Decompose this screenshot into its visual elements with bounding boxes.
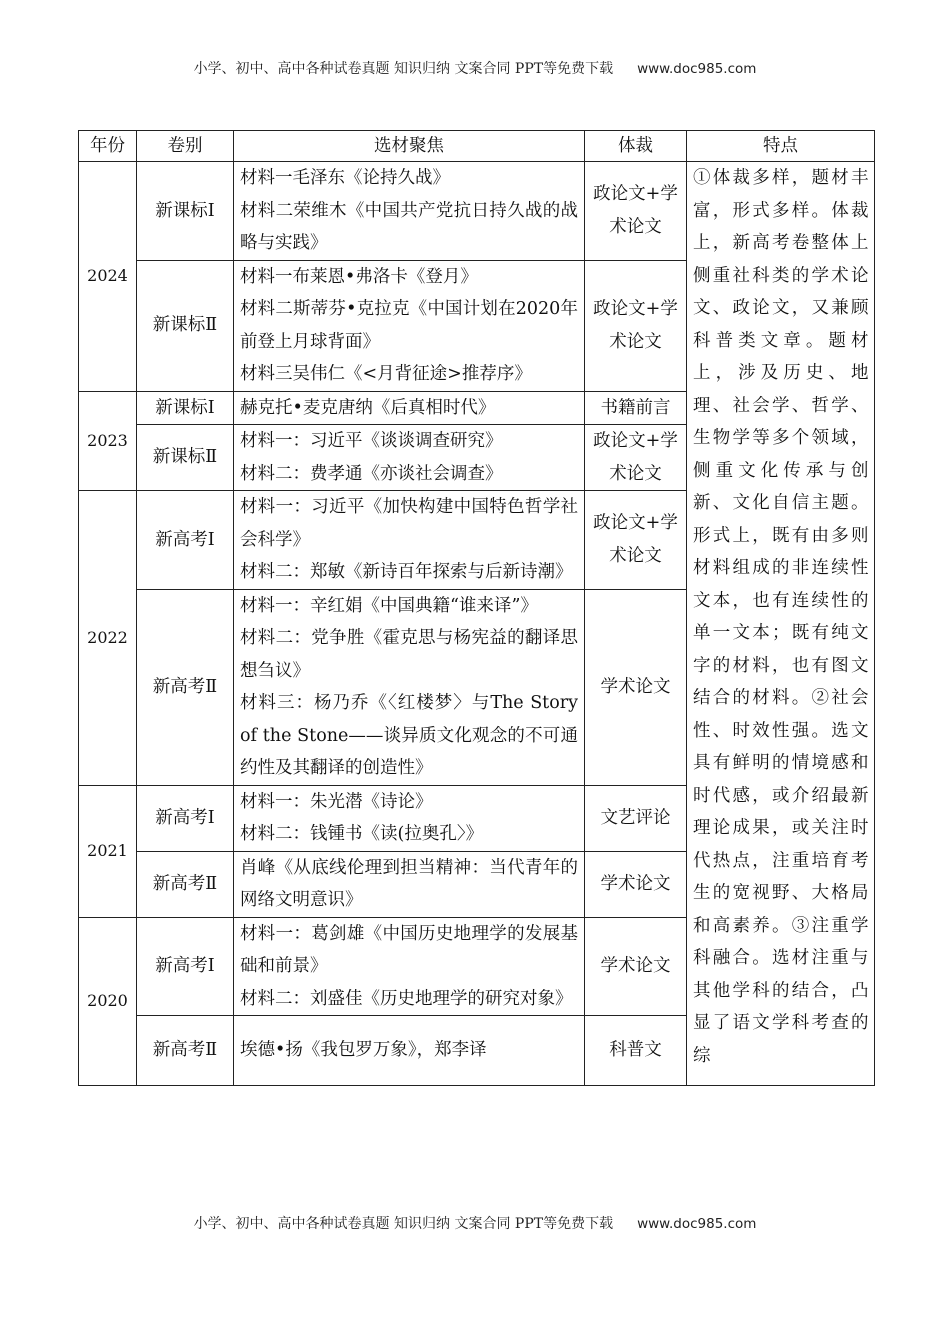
genre-cell: 学术论文 <box>585 851 687 917</box>
material-line: 材料一：习近平《加快构建中国特色哲学社会科学》 <box>240 497 578 550</box>
material-line: 材料一布莱恩•弗洛卡《登月》 <box>240 266 478 287</box>
year-cell: 2022 <box>79 491 137 786</box>
footer-text: 小学、初中、高中各种试卷真题 知识归纳 文案合同 PPT等免费下载 <box>193 1216 614 1232</box>
material-line: 肖峰《从底线伦理到担当精神：当代青年的网络文明意识》 <box>240 857 578 910</box>
material-line: 材料三：杨乃乔《〈红楼梦〉与The Story of the Stone——谈异质文化观念的不可通约性及其翻译的创造性》 <box>240 693 578 778</box>
paper-cell: 新课标Ⅰ <box>137 162 234 261</box>
material-line: 材料三吴伟仁《<月背征途>推荐序》 <box>240 364 532 384</box>
header-site-link[interactable]: www.doc985.com <box>637 61 757 77</box>
material-line: 材料二荣维木《中国共产党抗日持久战的战略与实践》 <box>240 200 578 253</box>
header-year: 年份 <box>79 131 137 162</box>
paper-cell: 新高考Ⅰ <box>137 785 234 851</box>
genre-cell: 文艺评论 <box>585 785 687 851</box>
material-line: 材料一：辛红娟《中国典籍“谁来译”》 <box>240 595 538 616</box>
page-footer <box>0 1213 950 1233</box>
material-line: 材料二：钱锺书《读(拉奥孔〉》 <box>240 824 484 844</box>
genre-cell: 学术论文 <box>585 589 687 785</box>
header-text: 小学、初中、高中各种试卷真题 知识归纳 文案合同 PPT等免费下载 <box>193 61 614 77</box>
genre-cell: 政论文+学术论文 <box>585 162 687 261</box>
material-line: 材料二：党争胜《霍克思与杨宪益的翻译思想刍议》 <box>240 628 578 681</box>
paper-cell: 新课标Ⅰ <box>137 391 234 425</box>
exam-material-table <box>78 130 875 1086</box>
material-line: 赫克托•麦克唐纳《后真相时代》 <box>240 397 496 418</box>
material-line: 材料一：朱光潜《诗论》 <box>240 791 433 812</box>
page-header <box>0 58 950 78</box>
table-header-row <box>79 131 875 162</box>
features-text: ①体裁多样，题材丰富，形式多样。体裁上，新高考卷整体上侧重社科类的学术论文、政论文，又兼顾科普类文章。题材上，涉及历史、地理、社会学、哲学、生物学等多个领域，侧重文化传承与创新、文化自信主题。形式上，既有由多则材料组成的非连续性文本，也有连续性的单一文本；既有纯文字的材料，也有图文结合的材料。②社会性、时效性强。选文具有鲜明的情境感和时代感，或介绍最新理论成果，或关注时代热点，注重培育考生的宽视野、大格局和高素养。③注重学科融合。选材注重与其他学科的结合，凸显了语文学科考查的综 <box>693 168 870 1066</box>
paper-cell: 新高考Ⅱ <box>137 851 234 917</box>
material-line: 材料一毛泽东《论持久战》 <box>240 168 450 188</box>
material-cell <box>234 162 585 261</box>
material-cell <box>234 589 585 785</box>
material-cell <box>234 917 585 1016</box>
header-paper: 卷别 <box>137 131 234 162</box>
paper-cell: 新高考Ⅰ <box>137 491 234 590</box>
header-features: 特点 <box>687 131 875 162</box>
header-genre: 体裁 <box>585 131 687 162</box>
material-cell <box>234 391 585 425</box>
material-cell <box>234 425 585 491</box>
footer-site-link[interactable]: www.doc985.com <box>637 1216 757 1232</box>
header-material: 选材聚焦 <box>234 131 585 162</box>
paper-cell: 新高考Ⅱ <box>137 1016 234 1086</box>
material-cell <box>234 785 585 851</box>
genre-cell: 书籍前言 <box>585 391 687 425</box>
paper-cell: 新课标Ⅱ <box>137 425 234 491</box>
material-line: 材料二：费孝通《亦谈社会调查》 <box>240 463 503 484</box>
year-cell: 2020 <box>79 917 137 1086</box>
material-line: 材料一：葛剑雄《中国历史地理学的发展基础和前景》 <box>240 923 578 976</box>
year-cell: 2024 <box>79 162 137 392</box>
year-cell: 2023 <box>79 391 137 491</box>
material-cell <box>234 260 585 391</box>
material-line: 材料二斯蒂芬•克拉克《中国计划在2020年前登上月球背面》 <box>240 299 578 352</box>
material-line: 材料二：郑敏《新诗百年探索与后新诗潮》 <box>240 562 573 582</box>
genre-cell: 政论文+学术论文 <box>585 425 687 491</box>
material-cell <box>234 491 585 590</box>
material-line: 材料一：习近平《谈谈调查研究》 <box>240 431 503 451</box>
genre-cell: 政论文+学术论文 <box>585 260 687 391</box>
paper-cell: 新高考Ⅱ <box>137 589 234 785</box>
genre-cell: 科普文 <box>585 1016 687 1086</box>
paper-cell: 新课标Ⅱ <box>137 260 234 391</box>
year-cell: 2021 <box>79 785 137 917</box>
genre-cell: 政论文+学术论文 <box>585 491 687 590</box>
features-cell <box>687 162 875 1086</box>
paper-cell: 新高考Ⅰ <box>137 917 234 1016</box>
material-cell <box>234 851 585 917</box>
material-line: 埃德•扬《我包罗万象》，郑李译 <box>240 1040 487 1061</box>
genre-cell: 学术论文 <box>585 917 687 1016</box>
material-cell <box>234 1016 585 1086</box>
material-line: 材料二：刘盛佳《历史地理学的研究对象》 <box>240 988 573 1009</box>
table-row <box>79 162 875 261</box>
